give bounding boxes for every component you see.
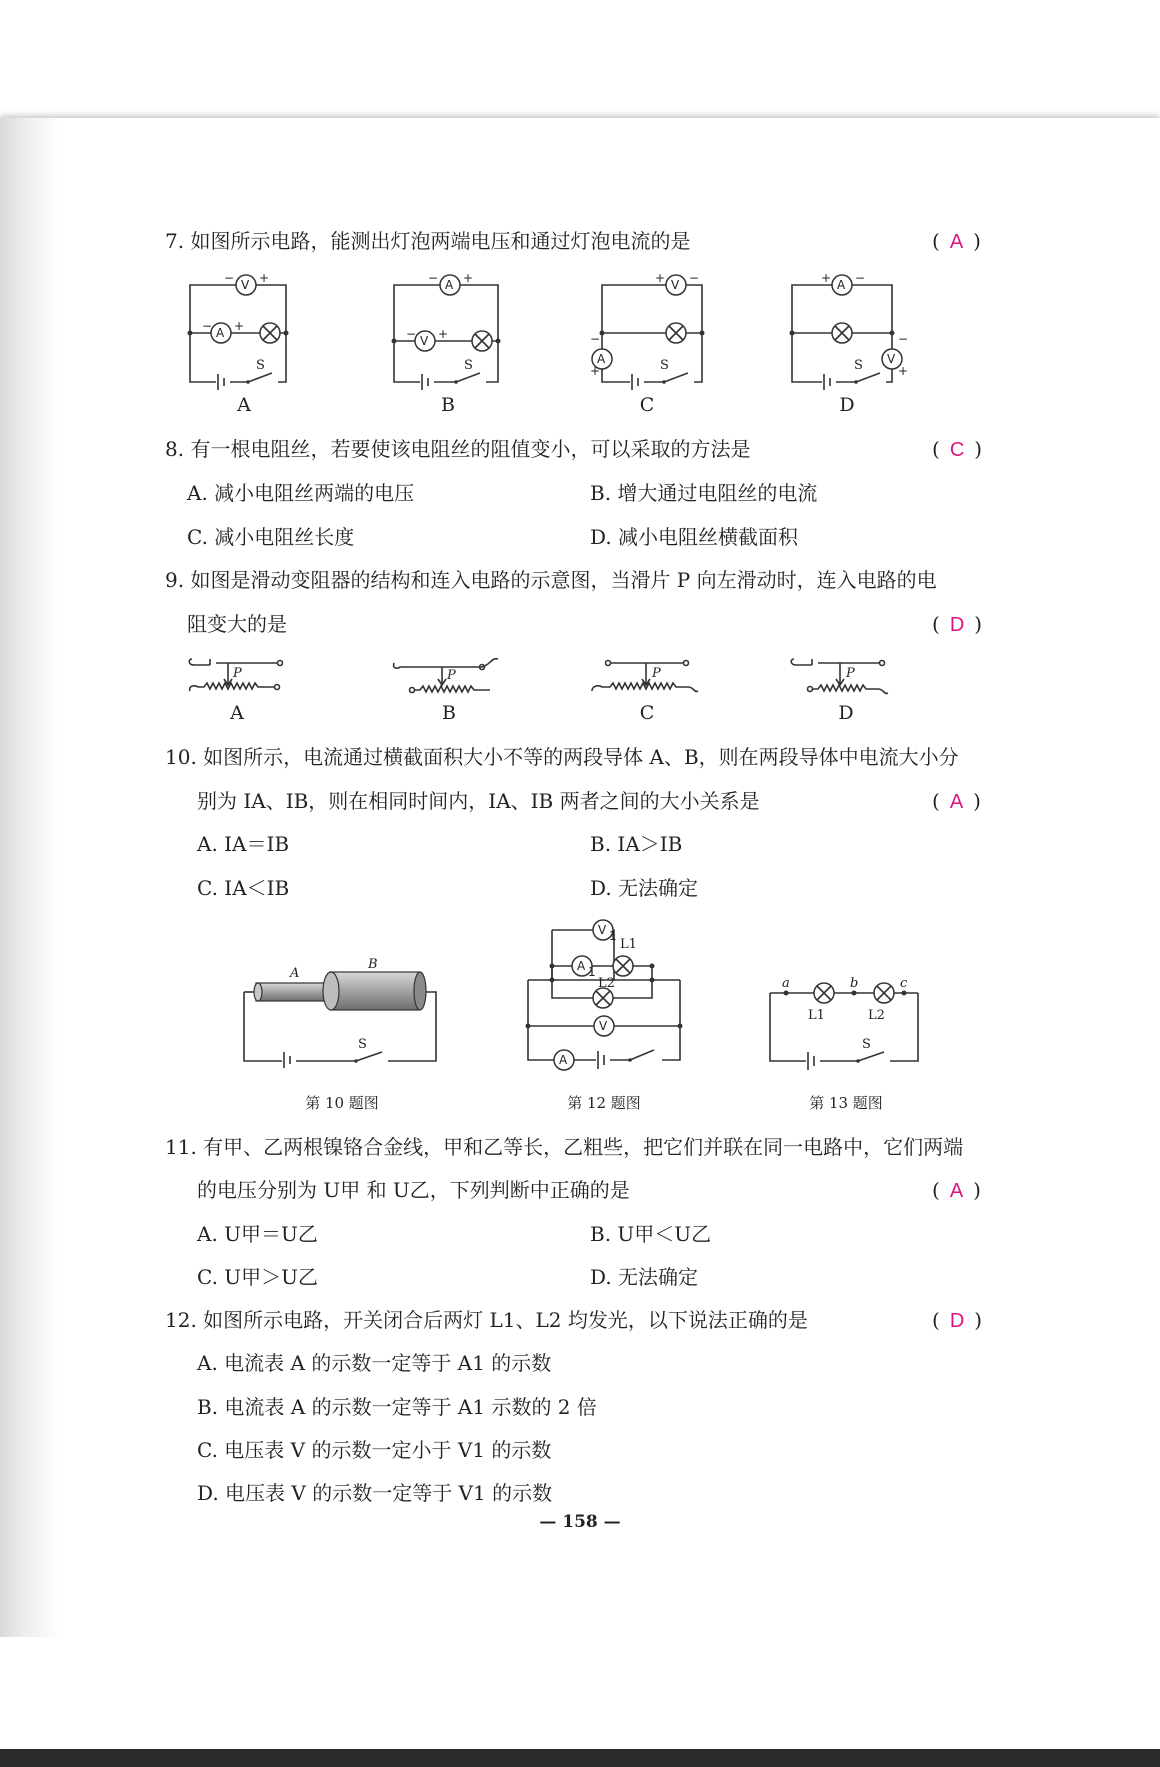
q12-option-c: C. 电压表 V 的示数一定小于 V1 的示数 <box>197 1438 552 1462</box>
fig13-series-circuit <box>766 975 926 1065</box>
svg-text:V: V <box>241 278 250 292</box>
q10-option-b: B. IA＞IB <box>590 832 683 856</box>
svg-text:P: P <box>652 666 661 681</box>
svg-text:+: + <box>259 271 270 285</box>
svg-text:1: 1 <box>588 965 596 979</box>
q11-answer-letter: A <box>949 1180 964 1202</box>
q11-answer: ( A ) <box>932 1178 981 1202</box>
fig10-conductor-circuit <box>236 955 446 1065</box>
q12-option-d: D. 电压表 V 的示数一定等于 V1 的示数 <box>197 1481 553 1505</box>
fig10-label-b: B <box>368 957 378 972</box>
svg-text:A: A <box>559 1053 568 1067</box>
fig12-parallel-circuit <box>520 920 680 1070</box>
q8-answer: ( C ) <box>932 437 983 461</box>
q7-label-c: C <box>639 394 655 416</box>
fig13-label-l1: L1 <box>808 1008 825 1023</box>
viewer-bottom-bar <box>0 1749 1160 1767</box>
svg-text:A: A <box>445 278 454 292</box>
q9-answer-letter: D <box>949 614 965 636</box>
q7-circuit-a <box>186 271 306 387</box>
svg-text:−: − <box>689 271 700 285</box>
q9-label-a: A <box>230 702 244 724</box>
q8-option-b: B. 增大通过电阻丝的电流 <box>590 481 818 505</box>
svg-text:+: + <box>590 364 601 378</box>
fig13-point-b: b <box>850 976 859 991</box>
fig10-caption: 第 10 题图 <box>305 1094 379 1112</box>
q11-stem-line2: 的电压分别为 U甲 和 U乙，下列判断中正确的是 <box>197 1178 630 1202</box>
fig13-point-c: c <box>900 976 908 991</box>
q12-answer-letter: D <box>949 1310 965 1332</box>
q9-rheostat-b <box>390 655 505 700</box>
svg-text:+: + <box>234 319 245 333</box>
page-number: — 158 — <box>539 1512 621 1532</box>
q7-label-b: B <box>441 394 455 416</box>
q10-stem-line2: 别为 IA、IB，则在相同时间内，IA、IB 两者之间的大小关系是 <box>197 789 760 813</box>
q7-circuit-b <box>390 271 510 387</box>
q10-answer: ( A ) <box>932 789 981 813</box>
q11-option-c: C. U甲＞U乙 <box>197 1265 319 1289</box>
q8-option-a: A. 减小电阻丝两端的电压 <box>187 481 415 505</box>
svg-text:+: + <box>438 327 449 341</box>
svg-text:+: + <box>898 364 909 378</box>
q12-option-a: A. 电流表 A 的示数一定等于 A1 的示数 <box>197 1351 552 1375</box>
q7-circuit-c <box>590 271 710 387</box>
fig10-switch-label: S <box>358 1037 367 1052</box>
q12-option-b: B. 电流表 A 的示数一定等于 A1 示数的 2 倍 <box>197 1395 597 1419</box>
svg-text:−: − <box>855 271 866 285</box>
q8-stem: 8. 有一根电阻丝，若要使该电阻丝的阻值变小，可以采取的方法是 <box>165 437 751 461</box>
q11-option-b: B. U甲＜U乙 <box>590 1222 712 1246</box>
svg-text:V: V <box>599 1019 608 1033</box>
q7-answer-letter: A <box>949 231 964 253</box>
svg-text:S: S <box>660 358 669 373</box>
q7-label-d: D <box>839 394 855 416</box>
q7-circuit-d <box>788 271 909 387</box>
fig13-point-a: a <box>782 976 790 991</box>
svg-text:1: 1 <box>609 929 617 943</box>
q10-option-a: A. IA＝IB <box>197 832 290 856</box>
q10-stem-line1: 10. 如图所示，电流通过横截面积大小不等的两段导体 A、B，则在两段导体中电流大小分 <box>165 745 959 769</box>
fig13-label-l2: L2 <box>868 1008 885 1023</box>
svg-text:S: S <box>854 358 863 373</box>
fig13-switch-label: S <box>862 1037 871 1052</box>
q10-answer-letter: A <box>949 791 964 813</box>
bottom-margin <box>0 1637 1160 1749</box>
svg-text:V: V <box>671 278 680 292</box>
svg-text:−: − <box>224 271 235 285</box>
svg-text:P: P <box>447 668 456 683</box>
q11-option-d: D. 无法确定 <box>590 1265 699 1289</box>
svg-text:−: − <box>898 332 909 346</box>
q12-answer: ( D ) <box>932 1308 983 1332</box>
svg-text:A: A <box>837 278 846 292</box>
q9-answer: ( D ) <box>932 612 983 636</box>
q11-option-a: A. U甲＝U乙 <box>197 1222 318 1246</box>
q12-stem: 12. 如图所示电路，开关闭合后两灯 L1、L2 均发光，以下说法正确的是 <box>165 1308 808 1332</box>
q9-rheostat-a <box>186 655 286 700</box>
fig13-caption: 第 13 题图 <box>809 1094 883 1112</box>
q10-option-c: C. IA＜IB <box>197 876 290 900</box>
fig12-label-l2: L2 <box>598 976 615 991</box>
top-margin <box>0 0 1160 118</box>
q7-stem: 7. 如图所示电路，能测出灯泡两端电压和通过灯泡电流的是 <box>165 229 691 253</box>
svg-text:+: + <box>463 271 474 285</box>
q9-stem-line1: 9. 如图是滑动变阻器的结构和连入电路的示意图，当滑片 P 向左滑动时，连入电路的电 <box>165 568 937 592</box>
svg-text:S: S <box>464 358 473 373</box>
q9-label-b: B <box>442 702 456 724</box>
q8-answer-letter: C <box>949 439 965 461</box>
svg-text:P: P <box>846 666 855 681</box>
svg-text:V: V <box>420 334 429 348</box>
svg-text:−: − <box>202 319 213 333</box>
svg-text:A: A <box>577 959 586 973</box>
q10-option-d: D. 无法确定 <box>590 876 699 900</box>
svg-text:A: A <box>216 326 225 340</box>
fig12-label-l1: L1 <box>620 937 637 952</box>
svg-text:+: + <box>821 271 832 285</box>
q7-label-a: A <box>237 394 251 416</box>
svg-text:P: P <box>233 666 242 681</box>
fig12-caption: 第 12 题图 <box>567 1094 641 1112</box>
svg-text:−: − <box>590 332 601 346</box>
q9-label-d: D <box>838 702 854 724</box>
q9-rheostat-d <box>788 655 903 700</box>
svg-text:A: A <box>597 352 606 366</box>
svg-text:−: − <box>406 327 417 341</box>
svg-text:−: − <box>428 271 439 285</box>
q9-stem-line2: 阻变大的是 <box>187 612 287 636</box>
svg-text:V: V <box>598 923 607 937</box>
q8-option-d: D. 减小电阻丝横截面积 <box>590 525 799 549</box>
fig10-label-a: A <box>290 966 300 981</box>
page-binding-shadow <box>0 118 60 1637</box>
svg-text:+: + <box>655 271 666 285</box>
q11-stem-line1: 11. 有甲、乙两根镍铬合金线，甲和乙等长，乙粗些，把它们并联在同一电路中，它们两端 <box>165 1135 964 1159</box>
q8-option-c: C. 减小电阻丝长度 <box>187 525 355 549</box>
q9-rheostat-c <box>590 655 705 700</box>
svg-text:S: S <box>256 358 265 373</box>
q9-label-c: C <box>639 702 655 724</box>
svg-text:V: V <box>887 352 896 366</box>
q7-answer: ( A ) <box>932 229 981 253</box>
